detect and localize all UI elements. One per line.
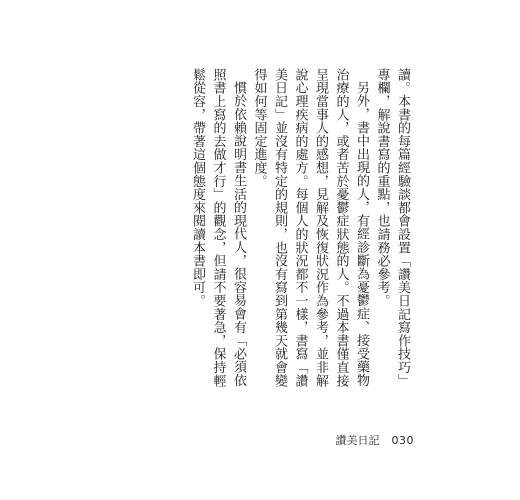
paragraph-2: 另外，書中出現的人，有經診斷為憂鬱症、接受藥物治療的人，或者苦於憂鬱症狀態的人。不過本書僅直接呈現當事人的感想，見解及恢復狀況作為參考，並非解說心理疾病的處方。每個人的狀況都不一樣，書寫「讚美日記」並沒有特定的規則，也沒有寫到第幾天就會變得如何等固定進度。 <box>251 68 369 388</box>
running-title: 讚美日記 <box>335 434 380 447</box>
page-footer <box>336 432 415 448</box>
paragraph-3: 慣於依賴說明書生活的現代人，很容易會有「必須依照書上寫的去做才行」的觀念，但請不要著急，保持輕鬆從容，帶著這個態度來閱讀本書即可。 <box>190 68 246 388</box>
page-number: 030 <box>391 434 414 447</box>
paragraph-1: 讀。本書的每篇經驗談都會設置「讚美日記寫作技巧」專欄，解說書寫的重點，也請務必參考。 <box>374 68 410 388</box>
body-text <box>187 68 413 398</box>
